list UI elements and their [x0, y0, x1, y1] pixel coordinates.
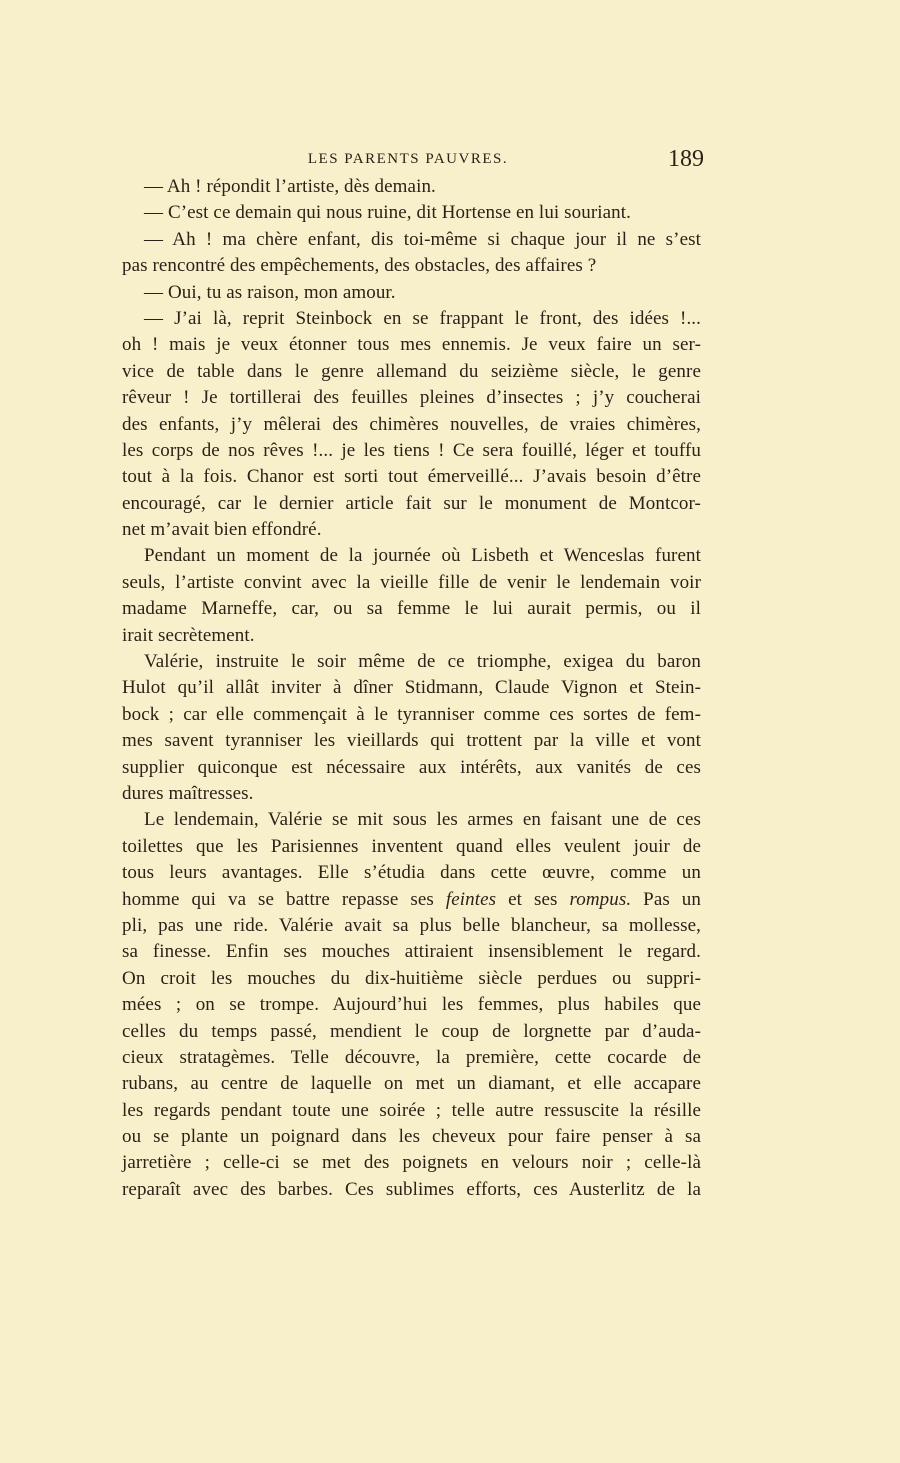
text-line: sa finesse. Enfin ses mouches attiraient insensiblement le regard. — [122, 941, 701, 963]
text-line: mées ; on se trompe. Aujourd’hui les femmes, plus habiles que — [122, 994, 701, 1016]
text-line: les corps de nos rêves !... je les tiens ! Ce sera fouillé, léger et touffu — [122, 439, 701, 461]
text-line: — Ah ! ma chère enfant, dis toi-même si chaque jour il ne s’est — [144, 228, 701, 250]
paragraph — [122, 807, 701, 1203]
text-segment: homme qui va se battre repasse ses — [122, 888, 446, 910]
text-line: — J’ai là, reprit Steinbock en se frappant le front, des idées !... — [144, 307, 701, 329]
body-text — [122, 174, 701, 1203]
text-line: jarretière ; celle-ci se met des poignets en velours noir ; celle-là — [122, 1152, 701, 1174]
italic-text: rompus. — [569, 888, 632, 910]
page-number: 189 — [668, 146, 704, 172]
paragraph — [122, 280, 701, 306]
text-line: — Ah ! répondit l’artiste, dès demain. — [144, 176, 436, 197]
paragraph — [122, 306, 701, 544]
text-line: tout à la fois. Chanor est sorti tout émerveillé... J’avais besoin d’être — [122, 466, 701, 488]
italic-text: feintes — [445, 888, 497, 910]
paragraph — [122, 174, 701, 200]
running-head — [122, 148, 702, 174]
text-line: vice de table dans le genre allemand du seizième siècle, le genre — [122, 360, 701, 382]
text-line: Valérie, instruite le soir même de ce triomphe, exigea du baron — [144, 651, 701, 673]
paragraph — [122, 227, 701, 280]
text-line: encouragé, car le dernier article fait sur le monument de Montcor- — [122, 492, 701, 514]
text-line: bock ; car elle commençait à le tyranniser comme ces sortes de fem- — [122, 703, 701, 725]
text-line: les regards pendant toute une soirée ; telle autre ressuscite la résille — [122, 1099, 701, 1121]
text-line: madame Marneffe, car, ou sa femme le lui aurait permis, ou il — [122, 598, 701, 620]
paragraph — [122, 200, 701, 226]
text-line: Hulot qu’il allât inviter à dîner Stidmann, Claude Vignon et Stein- — [122, 677, 701, 699]
text-line: ou se plante un poignard dans les cheveux pour faire penser à sa — [122, 1126, 701, 1148]
paragraph — [122, 649, 701, 807]
text-line: On croit les mouches du dix-huitième siècle perdues ou suppri- — [122, 967, 701, 989]
text-line: — Oui, tu as raison, mon amour. — [144, 281, 396, 303]
text-line: supplier quiconque est nécessaire aux intérêts, aux vanités de ces — [122, 756, 701, 778]
text-line: oh ! mais je veux étonner tous mes ennemis. Je veux faire un ser- — [122, 334, 701, 356]
text-line: tous leurs avantages. Elle s’étudia dans cette œuvre, comme un — [122, 862, 701, 884]
text-line: rêveur ! Je tortillerai des feuilles pleines d’insectes ; j’y coucherai — [122, 387, 701, 409]
text-line: irait secrètement. — [122, 624, 255, 646]
text-line: dures maîtresses. — [122, 782, 254, 804]
text-line: — C’est ce demain qui nous ruine, dit Hortense en lui souriant. — [144, 202, 632, 224]
text-segment: et ses — [496, 888, 570, 910]
text-line: toilettes que les Parisiennes inventent quand elles veulent jouir de — [122, 835, 701, 857]
text-line: pas rencontré des empêchements, des obstacles, des affaires ? — [122, 255, 597, 277]
text-line — [122, 887, 701, 913]
text-line: pli, pas une ride. Valérie avait sa plus belle blancheur, sa mollesse, — [122, 914, 701, 936]
running-head-title: LES PARENTS PAUVRES. — [307, 151, 509, 167]
text-line: reparaît avec des barbes. Ces sublimes efforts, ces Austerlitz de la — [122, 1178, 701, 1200]
text-line: Pendant un moment de la journée où Lisbeth et Wenceslas furent — [144, 545, 701, 567]
text-line: celles du temps passé, mendient le coup de lorgnette par d’auda- — [122, 1020, 701, 1042]
text-line: net m’avait bien effondré. — [122, 519, 322, 541]
text-line: cieux stratagèmes. Telle découvre, la première, cette cocarde de — [122, 1046, 701, 1068]
text-line: rubans, au centre de laquelle on met un diamant, et elle accapare — [122, 1073, 701, 1095]
text-line: seuls, l’artiste convint avec la vieille fille de venir le lendemain voir — [122, 571, 701, 593]
text-line: des enfants, j’y mêlerai des chimères nouvelles, de vraies chimères, — [122, 413, 701, 435]
paragraph — [122, 543, 701, 649]
text-line: mes savent tyranniser les vieillards qui trottent par la ville et vont — [122, 730, 701, 752]
text-line: Le lendemain, Valérie se mit sous les armes en faisant une de ces — [144, 809, 701, 831]
text-segment: Pas un — [631, 888, 701, 910]
